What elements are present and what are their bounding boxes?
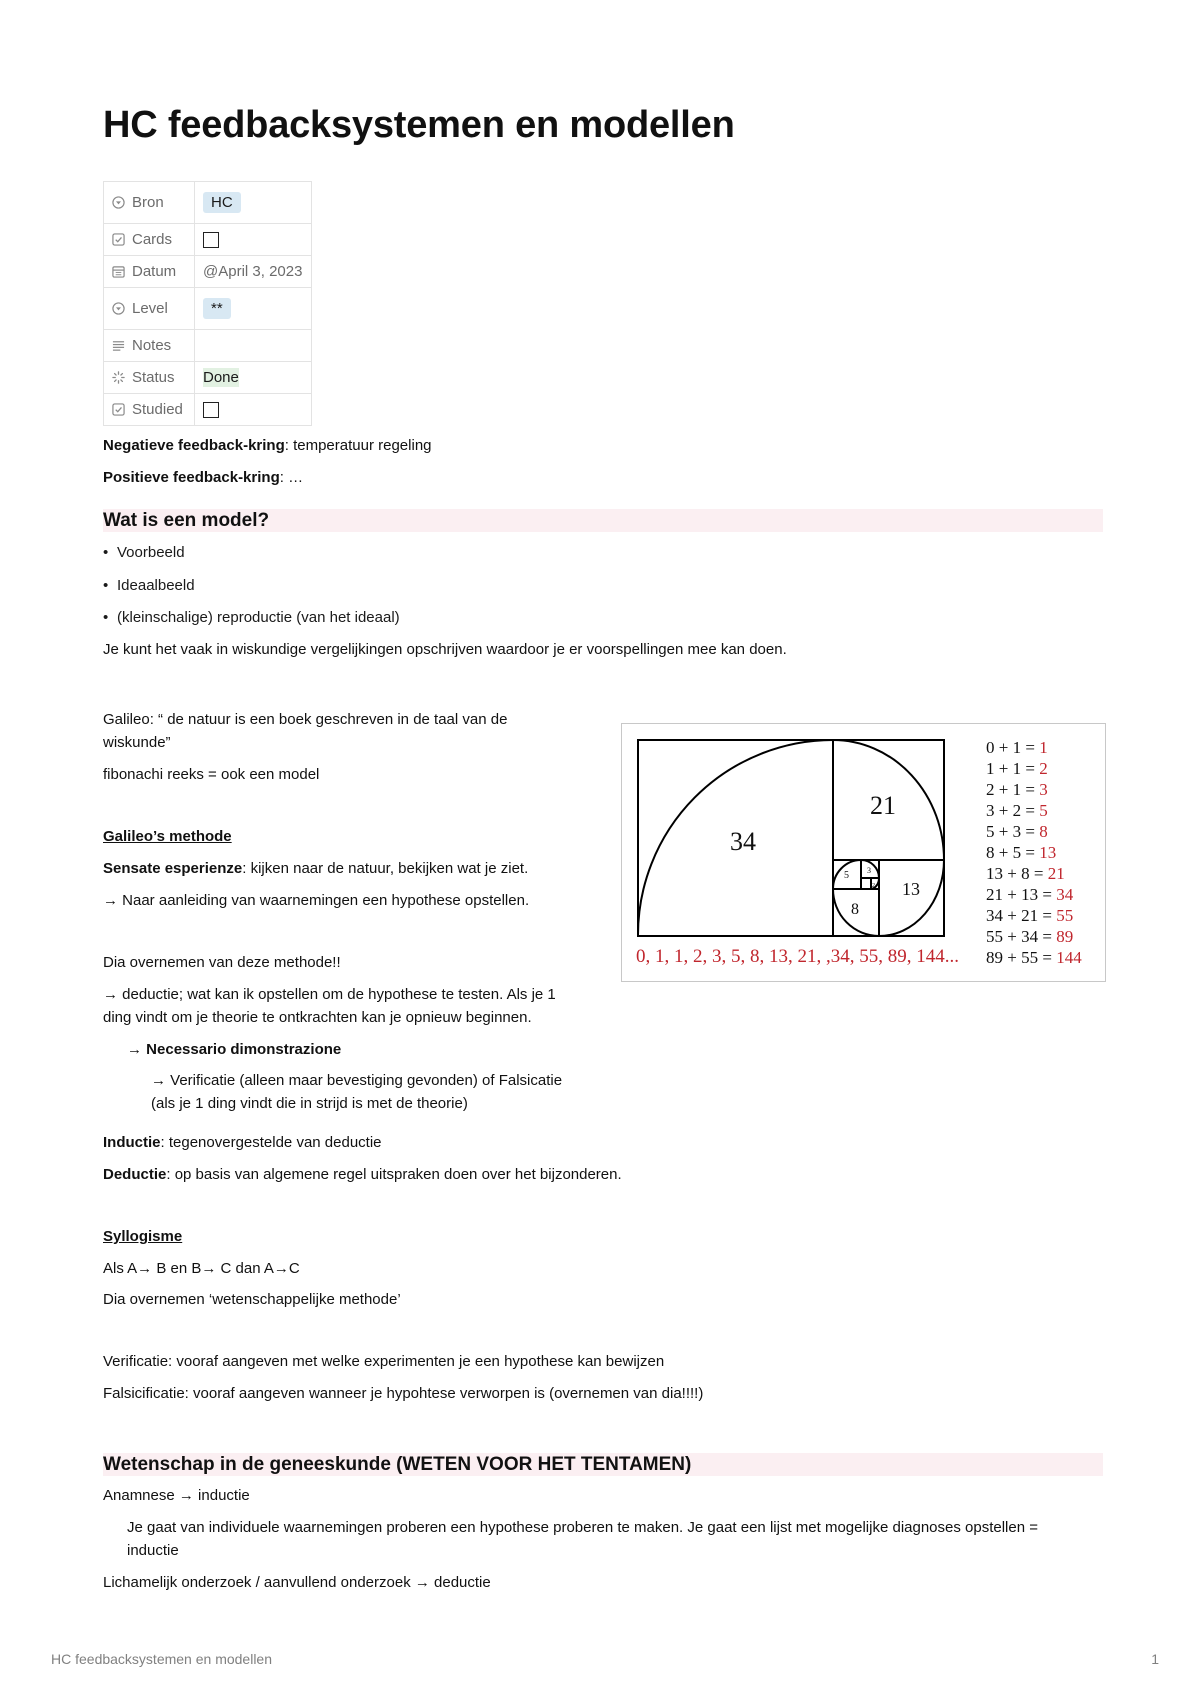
verificatie-definition: Verificatie: vooraf aangeven met welke experimenten je een hypothese kan bewijzen [103,1353,665,1370]
square-label-8: 8 [851,901,859,918]
page-title: HC feedbacksystemen en modellen [103,104,735,146]
section-heading-model: Wat is een model? [103,509,1103,532]
properties-table [103,181,312,426]
checkbox-icon [112,403,125,416]
select-icon [112,196,125,209]
galileo-quote-line-2: wiskunde” [103,734,171,751]
text-lines-icon [112,339,125,352]
property-key: Bron [132,194,164,211]
verificatie-line-2: (als je 1 ding vindt die in strijd is met de theorie) [151,1095,468,1112]
list-item: • Voorbeeld [117,541,185,564]
date-value: @April 3, 2023 [203,263,303,280]
fibonacci-sum-row: 3 + 2 = 5 [986,801,1048,820]
property-key: Level [132,300,168,317]
property-key: Cards [132,231,173,248]
deductie-line-2: ding vindt om je theorie te ontkrachten kan je opnieuw beginnen. [103,1009,532,1026]
verificatie-line-1: → Verificatie (alleen maar bevestiging gevonden) of Falsicatie [151,1072,563,1089]
footer-title: HC feedbacksystemen en modellen [51,1651,273,1667]
anamnese-line: Anamnese → inductie [103,1487,250,1504]
hypothese-line: → Naar aanleiding van waarnemingen een hypothese opstellen. [103,892,530,909]
fibonacci-sum-row: 13 + 8 = 21 [986,864,1065,883]
square-label-5: 5 [844,870,849,881]
outer-rectangle [638,740,944,936]
deductie-line-1: → deductie; wat kan ik opstellen om de hypothese te testen. Als je 1 [103,986,556,1003]
square-label-34: 34 [730,827,756,856]
status-badge: Done [203,369,239,386]
cards-checkbox[interactable] [203,232,219,248]
property-row-bron[interactable] [104,182,312,224]
positive-feedback-line: Positieve feedback-kring: … [103,469,304,486]
syllogisme-heading: Syllogisme [103,1228,183,1245]
tag-value: ** [203,298,231,319]
status-icon [112,371,125,384]
studied-checkbox[interactable] [203,402,219,418]
model-explanation: Je kunt het vaak in wiskundige vergelijkingen opschrijven waardoor je er voorspellingen mee kan doen. [103,641,787,658]
property-key: Datum [132,263,177,280]
footer-page-number: 1 [1151,1651,1159,1667]
property-row-notes[interactable] [104,330,312,362]
square-label-21: 21 [870,791,896,820]
fibonacci-sum-row: 1 + 1 = 2 [986,759,1048,778]
select-icon [112,302,125,315]
necessario-line: → Necessario dimonstrazione [127,1041,342,1058]
galileo-methode-heading: Galileo’s methode [103,828,232,845]
galileo-quote-line-1: Galileo: “ de natuur is een boek geschreven in de taal van de [103,711,508,728]
falsificatie-definition: Falsicificatie: vooraf aangeven wanneer je hypohtese verworpen is (overnemen van dia!!!!) [103,1385,704,1402]
property-row-status[interactable] [104,362,312,394]
fibonacci-sum-row: 55 + 34 = 89 [986,927,1074,946]
inductie-line: Inductie: tegenovergestelde van deductie [103,1134,382,1151]
dia-line-2: Dia overnemen ‘wetenschappelijke methode’ [103,1291,401,1308]
fibonacci-sums [986,738,1082,967]
property-row-studied[interactable] [104,394,312,426]
fibonacci-sum-row: 34 + 21 = 55 [986,906,1074,925]
fibonacci-sum-row: 5 + 3 = 8 [986,822,1048,841]
fibonacci-figure [621,723,1106,982]
negative-feedback-line: Negatieve feedback-kring: temperatuur regeling [103,437,432,454]
fibonacci-sum-row: 0 + 1 = 1 [986,738,1048,757]
square-label-13: 13 [902,879,920,899]
fibonacci-sum-row: 8 + 5 = 13 [986,843,1057,862]
section-heading-geneeskunde: Wetenschap in de geneeskunde (WETEN VOOR HET TENTAMEN) [103,1453,1103,1476]
property-row-datum[interactable] [104,256,312,288]
property-row-level[interactable] [104,288,312,330]
list-item: • Ideaalbeeld [117,574,195,597]
list-item: • (kleinschalige) reproductie (van het ideaal) [117,606,400,629]
square-label-2: 2 [872,883,875,889]
property-key: Studied [132,401,183,418]
anamnese-detail-line-2: inductie [127,1542,179,1559]
property-row-cards[interactable] [104,224,312,256]
tag-value: HC [203,192,241,213]
sensate-line: Sensate esperienze: kijken naar de natuur, bekijken wat je ziet. [103,860,529,877]
square-label-3: 3 [867,866,871,875]
fibonacci-sum-row: 21 + 13 = 34 [986,885,1074,904]
fibonacci-spiral-image [622,724,1105,981]
onderzoek-line: Lichamelijk onderzoek / aanvullend onderzoek → deductie [103,1574,491,1591]
syllogisme-line: Als A→ B en B→ C dan A→C [103,1260,300,1277]
fibonacci-sequence: 0, 1, 1, 2, 3, 5, 8, 13, 21, ,34, 55, 89, 144... [636,946,959,967]
golden-spiral [638,740,944,936]
dia-line-1: Dia overnemen van deze methode!! [103,954,341,971]
checkbox-icon [112,233,125,246]
fibonacci-line: fibonachi reeks = ook een model [103,766,320,783]
property-key: Status [132,369,175,386]
fibonacci-sum-row: 89 + 55 = 144 [986,948,1082,967]
calendar-icon [112,265,125,278]
anamnese-detail-line-1: Je gaat van individuele waarnemingen proberen een hypothese proberen te maken. Je gaat een lijst met mogelijke diagnoses opstellen = [127,1519,1039,1536]
deductie-definition-line: Deductie: op basis van algemene regel uitspraken doen over het bijzonderen. [103,1166,622,1183]
fibonacci-sum-row: 2 + 1 = 3 [986,780,1048,799]
property-key: Notes [132,337,172,354]
